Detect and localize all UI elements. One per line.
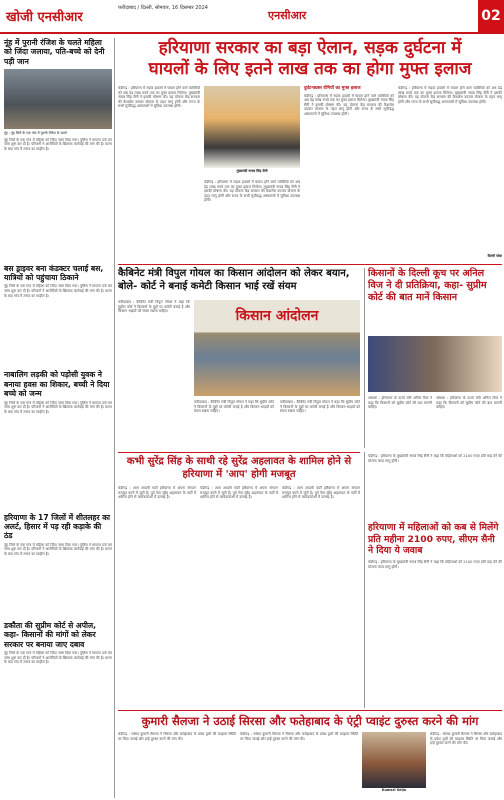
story-aap (118, 456, 360, 481)
story-selja (118, 714, 502, 728)
story-text: अंबाला : हरियाणा के ऊर्जा मंत्री अनिल विज ने कहा कि किसानों को सुप्रीम कोर्ट की बात माननी चाहिए। (368, 396, 432, 410)
story-text: चंडीगढ़ : सांसद कुमारी सैलजा ने सिरसा और फतेहाबाद के प्रवेश द्वारों की बदहाल स्थिति पर चिंता जताई और इन्हें दुरुस्त करने की मांग की। (118, 732, 236, 741)
left-column (4, 38, 112, 798)
lead-text-col2 (204, 180, 300, 262)
byline: दिल्ली पोस्ट (487, 254, 502, 258)
lead-photo-wrap (204, 86, 300, 176)
anil-vij-photo (368, 336, 502, 392)
story-text: चंडीगढ़ : सांसद कुमारी सैलजा ने सिरसा और फतेहाबाद के प्रवेश द्वारों की बदहाल स्थिति पर चिंता जताई और इन्हें दुरुस्त करने की मांग की। (240, 732, 358, 741)
lead-text-col4 (398, 86, 502, 262)
farmer-protest-banner (194, 300, 360, 396)
farmer-protest-photo (194, 300, 360, 396)
selja-text-col2 (240, 732, 358, 796)
story-headline: कैबिनेट मंत्री विपुल गोयल का किसान आंदोलन को लेकर बयान, बोले- कोर्ट ने बनाई कमेटी किसान भाई रखें संयम (118, 268, 350, 292)
photo-caption: Kumari Selja (381, 788, 407, 792)
section-rule (118, 264, 502, 265)
lead-text: चंडीगढ़ : हरियाणा में सड़क हादसों में घायल होने वाले व्यक्तियों को अब डेढ़ लाख रुपये तक का मुफ्त इलाज मिलेगा। मुख्यमंत्री नायब सिंह सैनी ने इसकी घोषणा की। यह योजना केंद्र सरकार की कैशलेस उपचार योजना के तहत लागू होगी और राज्य के सभी सूचीबद्ध अस्पतालों में सुविधा उपलब्ध होगी। (204, 180, 300, 203)
selja-photo (362, 732, 426, 788)
story-text: फरीदाबाद : कैबिनेट मंत्री विपुल गोयल ने कहा कि सुप्रीम कोर्ट ने किसानों के मुद्दों पर कमेटी बनाई है और किसान भाइयों को संयम रखना चाहिए। (280, 400, 360, 414)
story-text: नूंह जिले के एक गांव में महिला को जिंदा जला दिया गया। पुलिस ने मामला दर्ज कर जांच शुरू कर दी है। परिजनों ने आरोपियों के खिलाफ कार्रवाई की मांग की है। घटना के बाद गांव में तनाव का माहौल है। (4, 400, 112, 414)
story-text: चंडीगढ़ : आम आदमी पार्टी हरियाणा में अपना संगठन मजबूत करने में जुटी है। पूर्व नेता सुरेंद्र अहलावत के पार्टी में शामिल होने से कार्यकर्ताओं में उत्साह है। (200, 486, 278, 500)
section-name: एनसीआर (268, 9, 307, 22)
story-vipul-goyal (118, 268, 360, 293)
story-title: डकौता की सुप्रीम कोर्ट से अपील, कहा- किसानों की मांगों को लेकर सरकार पर बनाया जाए दबाव (4, 620, 97, 649)
lead-photo-caption: मुख्यमंत्री नायब सिंह सैनी (236, 169, 268, 173)
column-divider (364, 452, 365, 708)
story-text: चंडीगढ़ : आम आदमी पार्टी हरियाणा में अपना संगठन मजबूत करने में जुटी है। पूर्व नेता सुरेंद्र अहलावत के पार्टी में शामिल होने से कार्यकर्ताओं में उत्साह है। (282, 486, 360, 500)
lead-headline-line1: हरियाणा सरकार का बड़ा ऐलान, सड़क दुर्घटना में (158, 38, 462, 58)
story-headline: कभी सुरेंद्र सिंह के साथी रहे सुरेंद्र अहलावत के शामिल होने से हरियाणा में 'आप' होगी मजबूत (126, 456, 352, 480)
selja-text-col (118, 732, 236, 796)
section-rule (118, 452, 360, 453)
anil-vij-photo-wrap (368, 336, 502, 392)
lead-text: चंडीगढ़ : हरियाणा में सड़क हादसों में घायल होने वाले व्यक्तियों को अब डेढ़ लाख रुपये तक का मुफ्त इलाज मिलेगा। मुख्यमंत्री नायब सिंह सैनी ने इसकी घोषणा की। यह योजना केंद्र सरकार की कैशलेस उपचार योजना के तहत लागू होगी और राज्य के सभी सूचीबद्ध अस्पतालों में सुविधा उपलब्ध होगी। (304, 93, 394, 116)
story-text: फरीदाबाद : कैबिनेट मंत्री विपुल गोयल ने कहा कि सुप्रीम कोर्ट ने किसानों के मुद्दों पर कमेटी बनाई है और किसान भाइयों को संयम रखना चाहिए। (194, 400, 274, 414)
mid-text-col2 (194, 400, 274, 450)
story-title: बस ड्राइवर बना कंडक्टर चलाई बस, यात्रियों को पहुंचाया ठिकाने (4, 263, 104, 283)
right-text-col2 (436, 396, 502, 450)
story-text: चंडीगढ़ : आम आदमी पार्टी हरियाणा में अपना संगठन मजबूत करने में जुटी है। पूर्व नेता सुरेंद्र अहलावत के पार्टी में शामिल होने से कार्यकर्ताओं में उत्साह है। (118, 486, 196, 500)
lead-text-col (118, 86, 200, 262)
lead-subhead: दुर्घटनाग्रस्त रोगियों का मुफ्त इलाज (304, 86, 361, 91)
column-divider (114, 38, 115, 798)
story-text: फरीदाबाद : कैबिनेट मंत्री विपुल गोयल ने कहा कि सुप्रीम कोर्ट ने किसानों के मुद्दों पर कमेटी बनाई है और किसान भाइयों को संयम रखना चाहिए। (118, 300, 190, 314)
story-text: नूंह जिले के एक गांव में महिला को जिंदा जला दिया गया। पुलिस ने मामला दर्ज कर जांच शुरू कर दी है। परिजनों ने आरोपियों के खिलाफ कार्रवाई की मांग की है। घटना के बाद गांव में तनाव का माहौल है। (4, 284, 112, 298)
photo-caption: नूंह : नूंह जिले के एक गांव में पुरानी रंजिश के चलते (4, 131, 67, 136)
lead-text-col3 (304, 86, 394, 262)
story-text: अंबाला : हरियाणा के ऊर्जा मंत्री अनिल विज ने कहा कि किसानों को सुप्रीम कोर्ट की बात माननी चाहिए। (436, 396, 502, 410)
selja-photo-wrap (362, 732, 426, 796)
story-title: हरियाणा के 17 जिलों में शीतलहर का अलर्ट, हिसार में पड़ रही कड़ाके की ठंड (4, 512, 110, 541)
news-photo (4, 69, 112, 129)
right-text-col (368, 396, 432, 450)
dateline: फरीदाबाद / दिल्ली, सोमवार, 16 दिसम्बर 2024 (118, 5, 208, 11)
story-title: नूंह में पुरानी रंजिश के चलते महिला को जिंदा जलाया, पति-बच्चे को देनी पड़ी जान (4, 38, 105, 66)
story-women-2100 (368, 522, 502, 557)
story-text: चंडीगढ़ : हरियाणा के मुख्यमंत्री नायब सिंह सैनी ने कहा कि महिलाओं को 2100 रुपए प्रति माह देने की योजना जल्द लागू होगी। (368, 454, 502, 463)
lead-text: चंडीगढ़ : हरियाणा में सड़क हादसों में घायल होने वाले व्यक्तियों को अब डेढ़ लाख रुपये तक का मुफ्त इलाज मिलेगा। मुख्यमंत्री नायब सिंह सैनी ने इसकी घोषणा की। यह योजना केंद्र सरकार की कैशलेस उपचार योजना के तहत लागू होगी और राज्य के सभी सूचीबद्ध अस्पतालों में सुविधा उपलब्ध होगी। (118, 86, 200, 109)
women-scheme-text (368, 560, 502, 706)
aap-text-col3 (282, 486, 360, 706)
lead-text: चंडीगढ़ : हरियाणा में सड़क हादसों में घायल होने वाले व्यक्तियों को अब डेढ़ लाख रुपये तक का मुफ्त इलाज मिलेगा। मुख्यमंत्री नायब सिंह सैनी ने इसकी घोषणा की। यह योजना केंद्र सरकार की कैशलेस उपचार योजना के तहत लागू होगी और राज्य के सभी सूचीबद्ध अस्पतालों में सुविधा उपलब्ध होगी। (398, 86, 502, 104)
story-text: नूंह जिले के एक गांव में महिला को जिंदा जला दिया गया। पुलिस ने मामला दर्ज कर जांच शुरू कर दी है। परिजनों ने आरोपियों के खिलाफ कार्रवाई की मांग की है। घटना के बाद गांव में तनाव का माहौल है। (4, 651, 112, 665)
mid-text-col3 (280, 400, 360, 450)
story-headline: किसानों के दिल्ली कूच पर अनिल विज ने दी प्रतिक्रिया, कहा- सुप्रीम कोर्ट की बात मानें किसान (368, 268, 487, 303)
story-text: चंडीगढ़ : हरियाणा के मुख्यमंत्री नायब सिंह सैनी ने कहा कि महिलाओं को 2100 रुपए प्रति माह देने की योजना जल्द लागू होगी। (368, 560, 502, 569)
mid-text-col (118, 300, 190, 450)
masthead (0, 0, 504, 34)
page-number: 02 (478, 0, 504, 32)
story-text: नूंह जिले के एक गांव में महिला को जिंदा जला दिया गया। पुलिस ने मामला दर्ज कर जांच शुरू कर दी है। परिजनों ने आरोपियों के खिलाफ कार्रवाई की मांग की है। घटना के बाद गांव में तनाव का माहौल है। (4, 542, 112, 557)
aap-text-col (118, 486, 196, 706)
women-scheme-text-top (368, 454, 502, 520)
story-text: नूंह जिले के एक गांव में महिला को जिंदा जला दिया गया। पुलिस ने मामला दर्ज कर जांच शुरू कर दी है। परिजनों ने आरोपियों के खिलाफ कार्रवाई की मांग की है। घटना के बाद गांव में तनाव का माहौल है। (4, 137, 112, 151)
story-anil-vij (368, 268, 502, 304)
lead-headline-line2: घायलों के लिए इतने लाख तक का होगा मुफ्त इलाज (148, 59, 472, 79)
story-headline: कुमारी सैलजा ने उठाई सिरसा और फतेहाबाद के एंट्री प्वाइंट दुरुस्त करने की मांग (141, 714, 479, 728)
story-text: चंडीगढ़ : सांसद कुमारी सैलजा ने सिरसा और फतेहाबाद के प्रवेश द्वारों की बदहाल स्थिति पर चिंता जताई और इन्हें दुरुस्त करने की मांग की। (430, 732, 502, 746)
newspaper-brand: खोजी एनसीआर (6, 10, 83, 25)
story-headline: हरियाणा में महिलाओं को कब से मिलेंगे प्रति महीना 2100 रुपए, सीएम सैनी ने दिया ये जवाब (368, 522, 499, 556)
aap-text-col2 (200, 486, 278, 706)
banner-title: किसान आंदोलन (235, 308, 319, 324)
column-divider (364, 268, 365, 448)
selja-text-col3 (430, 732, 502, 796)
lead-headline (118, 38, 502, 80)
story-title: नाबालिग लड़की को पड़ोसी युवक ने बनाया हवस का शिकार, बच्ची ने दिया बच्चे को जन्म (4, 370, 110, 399)
section-rule (118, 710, 502, 711)
chief-minister-photo (204, 86, 300, 168)
